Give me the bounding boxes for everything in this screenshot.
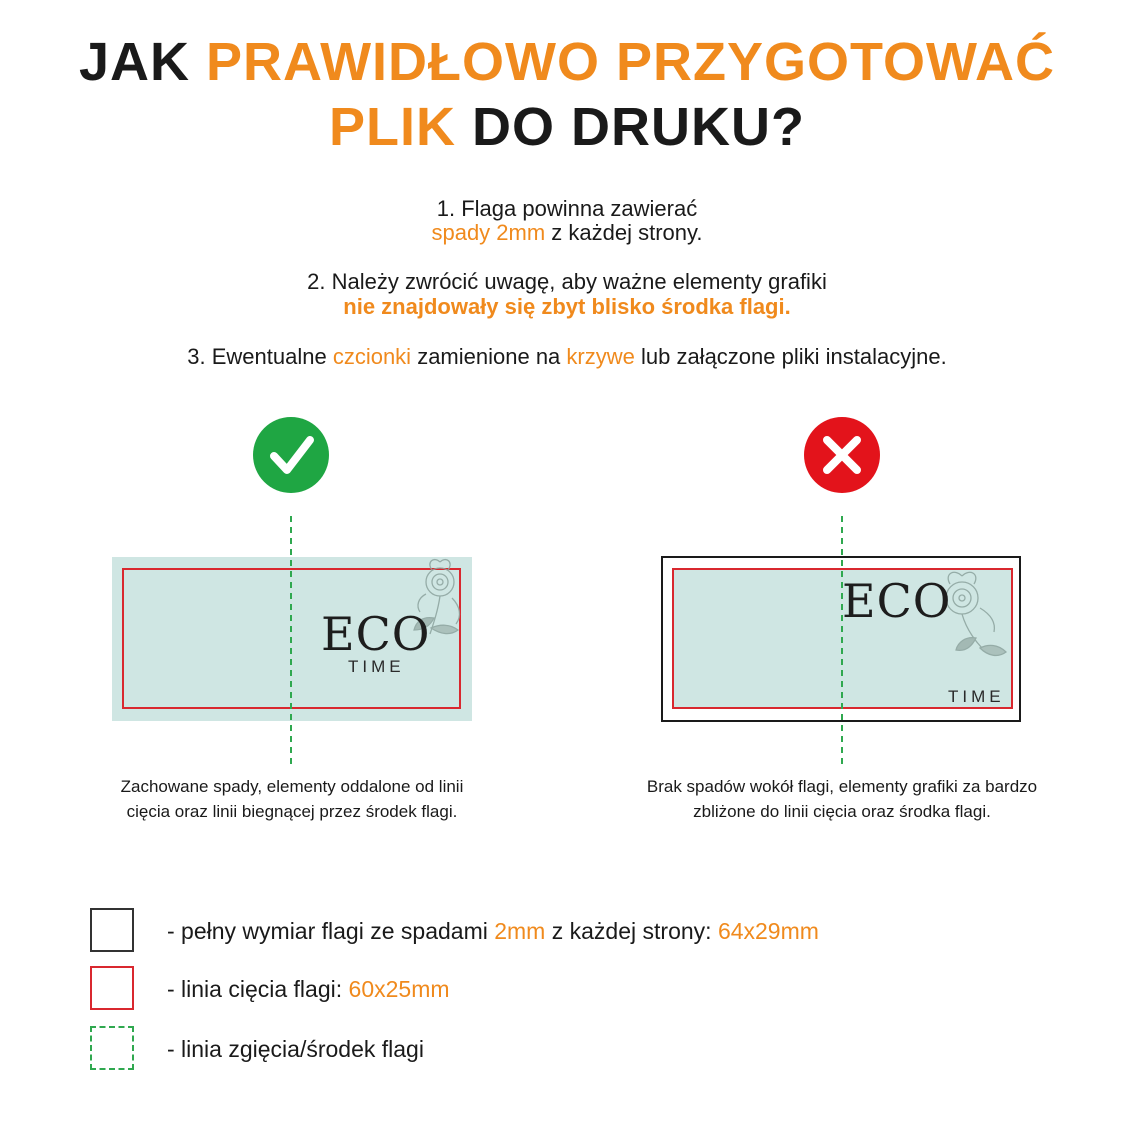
legend-black-box [90,908,134,952]
rule-2-line-2: nie znajdowały się zbyt blisko środka flagi. [343,294,791,319]
rule-3-mid: zamienione na [411,344,567,369]
rule-1-highlight: spady 2mm [431,220,546,245]
good-example-caption [72,774,512,824]
bad-example-caption [622,774,1062,824]
rule-1-line-2 [0,220,1134,246]
bad-logo-sub: TIME [948,687,1005,706]
caption-line: zbliżone do linii cięcia oraz środka flagi. [693,802,991,821]
good-logo-sub: TIME [348,657,405,676]
checkmark-icon [252,416,330,494]
caption-line: Brak spadów wokół flagi, elementy grafiki za bardzo [646,777,1038,796]
rule-3 [0,344,1134,370]
rule-3-post: lub załączone pliki instalacyjne. [634,344,947,369]
rule-3-highlight-1: czcionki [332,344,412,369]
legend-highlight: 2mm [494,918,546,944]
bad-logo-word: ECO [842,574,952,628]
legend-cut-line-text [167,976,450,1003]
legend-highlight: 64x29mm [717,918,819,944]
caption-line: Zachowane spady, elementy oddalone od linii [120,777,464,796]
caption-line: cięcia oraz linii biegnącej przez środek flagi. [126,802,458,821]
legend-highlight: 60x25mm [348,976,450,1002]
title-black-part: DO DRUKU? [472,97,805,157]
legend-green-dashed-box [90,1026,134,1070]
good-flag-example [100,510,490,770]
legend-fold-line-text: - linia zgięcia/środek flagi [167,1036,424,1062]
rule-3-pre: 3. Ewentualne [187,344,333,369]
legend-red-box [90,966,134,1010]
legend-text-part: z każdej strony: [545,918,718,944]
rule-1-line-1: 1. Flaga powinna zawierać [436,196,698,221]
title-orange-part: PLIK [328,97,456,157]
page-title-line-1 [0,32,1134,92]
page-title-line-2 [0,97,1134,157]
title-orange-part: PRAWIDŁOWO PRZYGOTOWAĆ [206,32,1056,92]
legend-text-part: - linia cięcia flagi: [167,976,349,1002]
rule-2-line-1: 2. Należy zwrócić uwagę, aby ważne elementy grafiki [307,269,827,294]
good-logo-word: ECO [321,607,431,661]
legend-text-part: - pełny wymiar flagi ze spadami [167,918,495,944]
rule-1-rest: z każdej strony. [545,220,703,245]
title-black-part: JAK [78,32,191,92]
bad-flag-example [650,510,1040,770]
error-x-icon [803,416,881,494]
legend-full-size-text [167,918,819,945]
rule-3-highlight-2: krzywe [566,344,635,369]
